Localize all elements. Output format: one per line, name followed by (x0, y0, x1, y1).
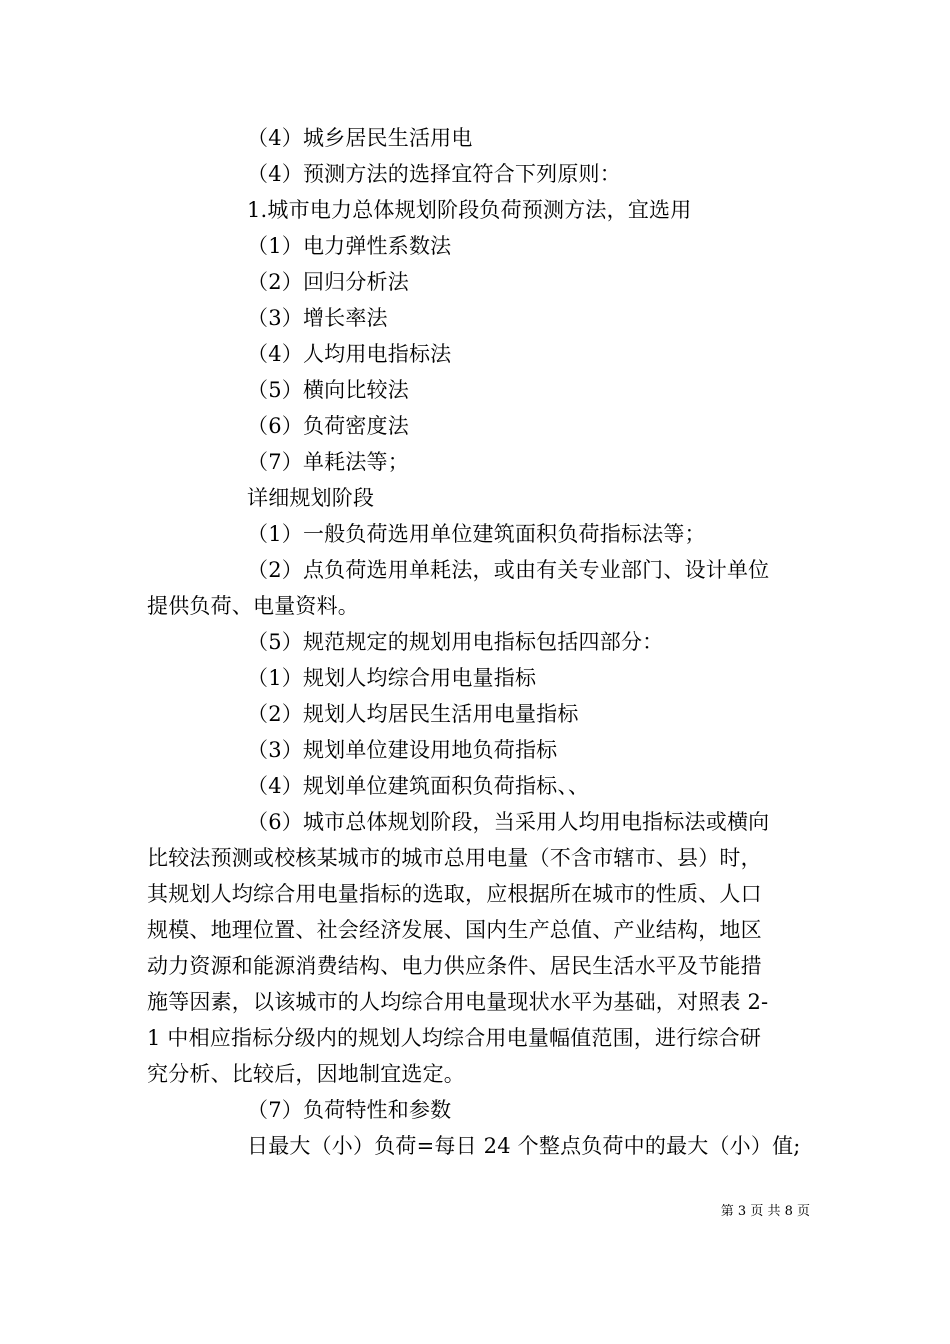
paragraph-line: 其规划人均综合用电量指标的选取，应根据所在城市的性质、人口 (147, 882, 762, 906)
page-number: 第 3 页 共 8 页 (720, 1204, 810, 1219)
text-line: （7）负荷特性和参数 (247, 1098, 452, 1122)
text-line: （2）点负荷选用单耗法，或由有关专业部门、设计单位 (247, 558, 770, 582)
text-line: （4）规划单位建筑面积负荷指标、、 (247, 774, 590, 798)
text-line: （4）人均用电指标法 (247, 342, 452, 366)
text-line: （1）电力弹性系数法 (247, 234, 452, 258)
text-line: （5）横向比较法 (247, 378, 409, 402)
text-line: （6）负荷密度法 (247, 414, 409, 438)
section-heading: 详细规划阶段 (247, 486, 375, 510)
text-line: （4）城乡居民生活用电 (247, 126, 473, 150)
text-line: （2）规划人均居民生活用电量指标 (247, 702, 579, 726)
document-body (147, 120, 807, 1164)
text-line: （4）预测方法的选择宜符合下列原则： (247, 162, 621, 186)
text-line: （3）规划单位建设用地负荷指标 (247, 738, 558, 762)
paragraph-line: 1 中相应指标分级内的规划人均综合用电量幅值范围，进行综合研 (147, 1026, 762, 1050)
paragraph-line: （6）城市总体规划阶段，当采用人均用电指标法或横向 (247, 810, 770, 834)
text-line: （7）单耗法等； (247, 450, 409, 474)
text-line: 提供负荷、电量资料。 (147, 594, 359, 618)
text-line: （1）一般负荷选用单位建筑面积负荷指标法等； (247, 522, 706, 546)
text-line: （1）规划人均综合用电量指标 (247, 666, 537, 690)
paragraph-line: 施等因素，以该城市的人均综合用电量现状水平为基础，对照表 2- (147, 990, 769, 1014)
text-line: （2）回归分析法 (247, 270, 409, 294)
text-line: 1.城市电力总体规划阶段负荷预测方法，宜选用 (247, 198, 692, 222)
text-line: （5）规范规定的规划用电指标包括四部分： (247, 630, 664, 654)
text-line: （3）增长率法 (247, 306, 388, 330)
paragraph-line: 规模、地理位置、社会经济发展、国内生产总值、产业结构，地区 (147, 918, 762, 942)
text-line: 日最大（小）负荷=每日 24 个整点负荷中的最大（小）值; (247, 1134, 801, 1158)
paragraph-line: 比较法预测或校核某城市的城市总用电量（不含市辖市、县）时， (147, 846, 762, 870)
paragraph-line: 动力资源和能源消费结构、电力供应条件、居民生活水平及节能措 (147, 954, 762, 978)
paragraph-line: 究分析、比较后，因地制宜选定。 (147, 1062, 465, 1086)
